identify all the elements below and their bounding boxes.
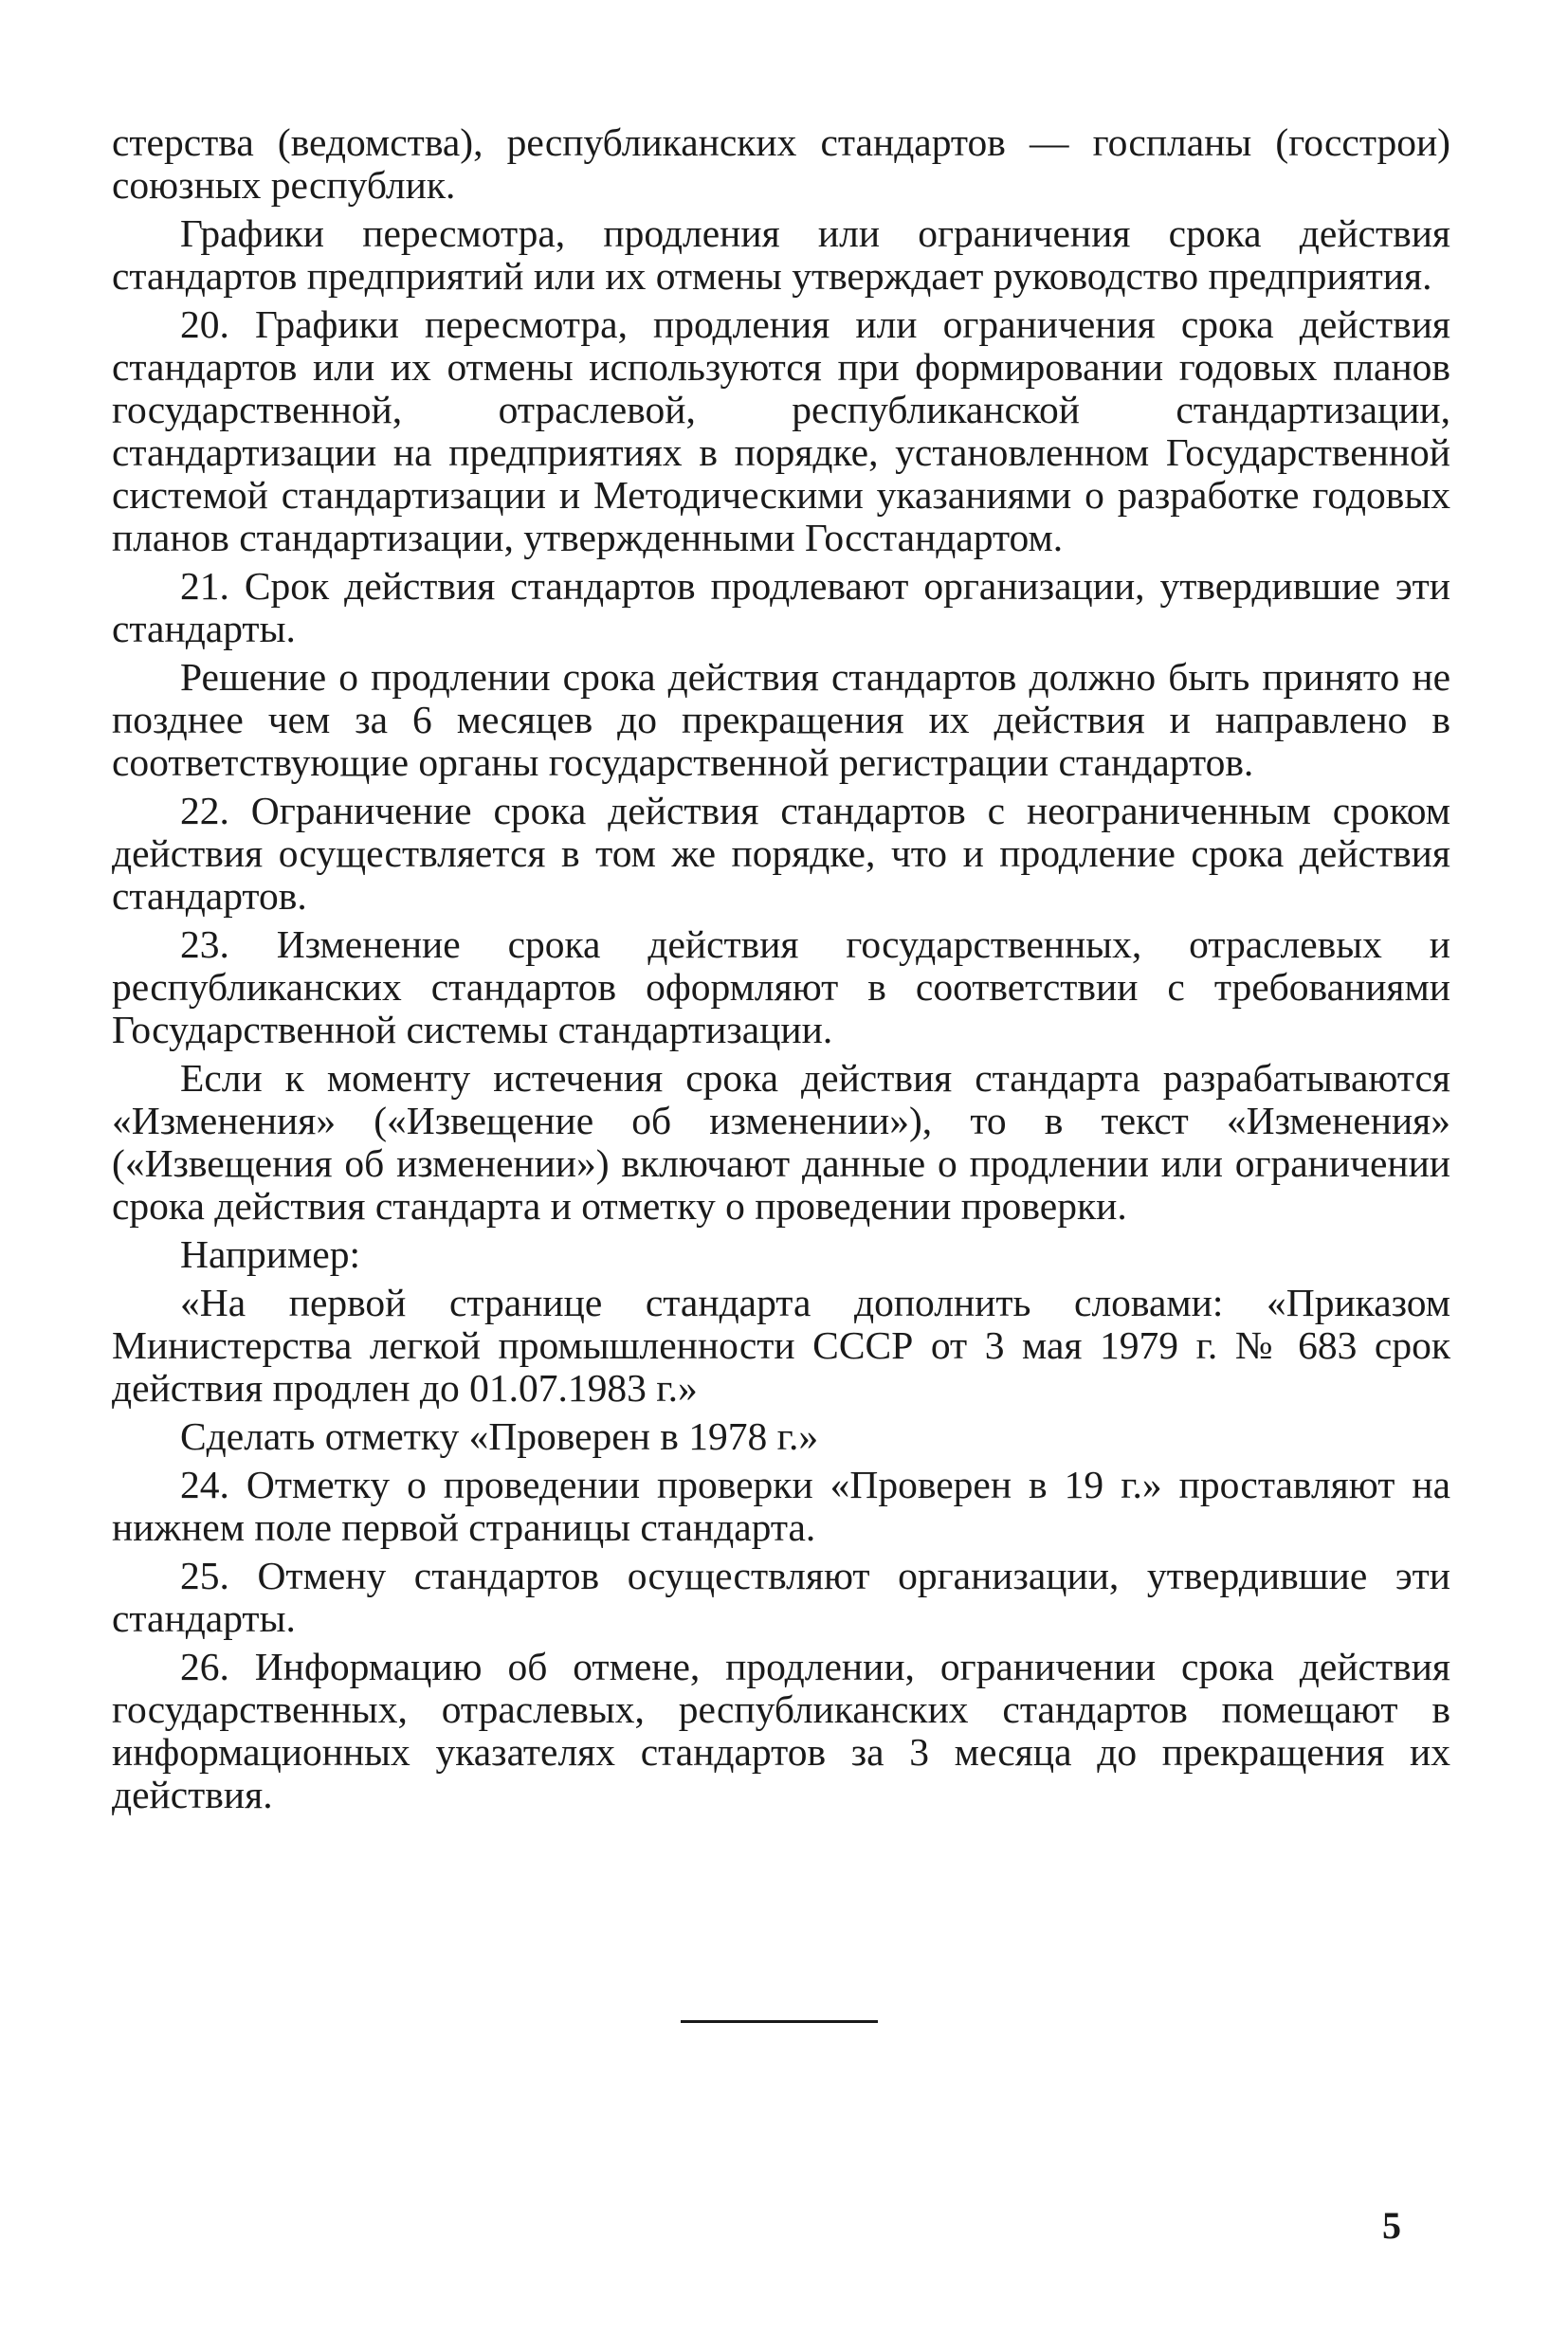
document-body (112, 121, 1450, 1822)
paragraph-example-quote: «На первой странице стандарта дополнить словами: «Приказом Министерства легкой промышленности СССР от 3 мая 1979 г. № 683 срок действия продлен до 01.07.1983 г.» (112, 1281, 1450, 1410)
paragraph-item-21: 21. Срок действия стандартов продлевают организации, утвердившие эти стандарты. (112, 564, 1450, 650)
paragraph-item-22: 22. Ограничение срока действия стандартов с неограниченным сроком действия осуществляется в том же порядке, что и продление срока действия стандартов. (112, 789, 1450, 918)
paragraph-example-mark: Сделать отметку «Проверен в 1978 г.» (180, 1414, 819, 1458)
paragraph-item-23: 23. Изменение срока действия государственных, отраслевых и республиканских стандартов оформляют в соответствии с требованиями Государственной системы стандартизации. (112, 922, 1450, 1051)
paragraph-item-20: 20. Графики пересмотра, продления или ограничения срока действия стандартов или их отмены используются при формировании годовых планов государственной, отраслевой, республиканской стандартизации, стандартизации на предприятиях в порядке, установленном Государственной системой стандартизации и Методическими указаниями о разработке годовых планов стандартизации, утвержденными Госстандартом. (112, 302, 1450, 559)
paragraph-schedules-approval: Графики пересмотра, продления или ограничения срока действия стандартов предприятий или их отмены утверждает руководство предприятия. (112, 211, 1450, 298)
paragraph-item-24: 24. Отметку о проведении проверки «Проверен в 19 г.» проставляют на нижнем поле первой страницы стандарта. (112, 1463, 1450, 1549)
paragraph-item-25: 25. Отмену стандартов осуществляют организации, утвердившие эти стандарты. (112, 1554, 1450, 1640)
paragraph-continuation: стерства (ведомства), республиканских стандартов — госпланы (госстрои) союзных республик. (112, 120, 1450, 207)
paragraph-extension-decision: Решение о продлении срока действия стандартов должно быть принято не позднее чем за 6 месяцев до прекращения их действия и направлено в соответствующие органы государственной регистрации стандартов. (112, 655, 1450, 784)
paragraph-example-label: Например: (180, 1232, 360, 1276)
paragraph-item-26: 26. Информацию об отмене, продлении, ограничении срока действия государственных, отраслевых, республиканских стандартов помещают в информационных указателях стандартов за 3 месяца до прекращения их действия. (112, 1645, 1450, 1816)
paragraph-amendments: Если к моменту истечения срока действия стандарта разрабатываются «Изменения» («Извещение об изменении»), то в текст «Изменения» («Извещения об изменении») включают данные о продлении или ограничении срока действия стандарта и отметку о проведении проверки. (112, 1056, 1450, 1228)
closing-divider (681, 2020, 878, 2023)
page-number: 5 (1382, 2204, 1401, 2247)
